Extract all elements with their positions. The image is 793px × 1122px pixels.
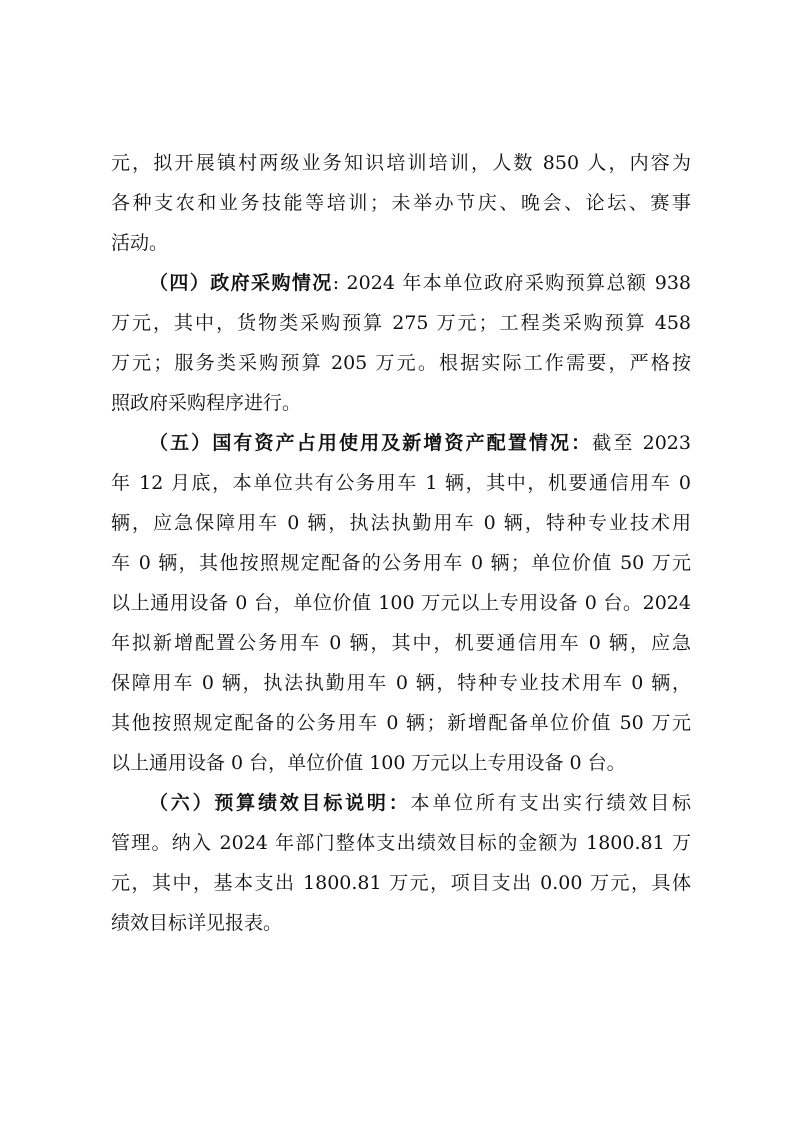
text-line: 各种支农和业务技能等培训；未举办节庆、晚会、论坛、赛事: [111, 192, 691, 214]
text-line: 元，拟开展镇村两级业务知识培训培训，人数 850 人，内容为: [111, 152, 691, 174]
text-line: 活动。: [111, 232, 169, 254]
paragraph-procurement: [111, 263, 691, 423]
text-line: [111, 423, 691, 463]
paragraph-assets: [111, 423, 691, 783]
text-line: 车 0 辆，其他按照规定配备的公务用车 0 辆；单位价值 50 万元: [111, 552, 691, 574]
text-line: 辆，应急保障用车 0 辆，执法执勤用车 0 辆，特种专业技术用: [111, 512, 691, 534]
text-run: 截至 2023: [592, 432, 691, 454]
text-line: 年拟新增配置公务用车 0 辆，其中，机要通信用车 0 辆，应急: [111, 632, 691, 654]
paragraph-training: [111, 143, 691, 263]
text-line: 万元；服务类采购预算 205 万元。根据实际工作需要，严格按: [111, 352, 691, 374]
text-line: 年 12 月底，本单位共有公务用车 1 辆，其中，机要通信用车 0: [111, 472, 691, 494]
text-line: [111, 263, 691, 303]
text-line: 绩效目标详见报表。: [111, 912, 283, 934]
text-line: 以上通用设备 0 台，单位价值 100 万元以上专用设备 0 台。: [111, 752, 626, 774]
text-line: 其他按照规定配备的公务用车 0 辆；新增配备单位价值 50 万元: [111, 712, 691, 734]
document-body: [111, 143, 691, 943]
text-run: 本单位所有支出实行绩效目标: [410, 792, 691, 814]
section-heading-procurement: （四）政府采购情况: [149, 272, 333, 294]
text-line: [111, 783, 691, 823]
text-run: : 2024 年本单位政府采购预算总额 938: [332, 272, 691, 294]
paragraph-performance: [111, 783, 691, 943]
section-heading-performance: （六）预算绩效目标说明：: [149, 792, 411, 814]
text-line: 元，其中，基本支出 1800.81 万元，项目支出 0.00 万元，具体: [111, 872, 691, 894]
text-line: 以上通用设备 0 台，单位价值 100 万元以上专用设备 0 台。2024: [111, 592, 691, 614]
text-line: 万元，其中，货物类采购预算 275 万元；工程类采购预算 458: [111, 312, 691, 334]
text-line: 照政府采购程序进行。: [111, 392, 302, 414]
text-line: 管理。纳入 2024 年部门整体支出绩效目标的金额为 1800.81 万: [111, 832, 691, 854]
section-heading-assets: （五）国有资产占用使用及新增资产配置情况：: [149, 432, 593, 454]
text-line: 保障用车 0 辆，执法执勤用车 0 辆，特种专业技术用车 0 辆，: [111, 672, 691, 694]
